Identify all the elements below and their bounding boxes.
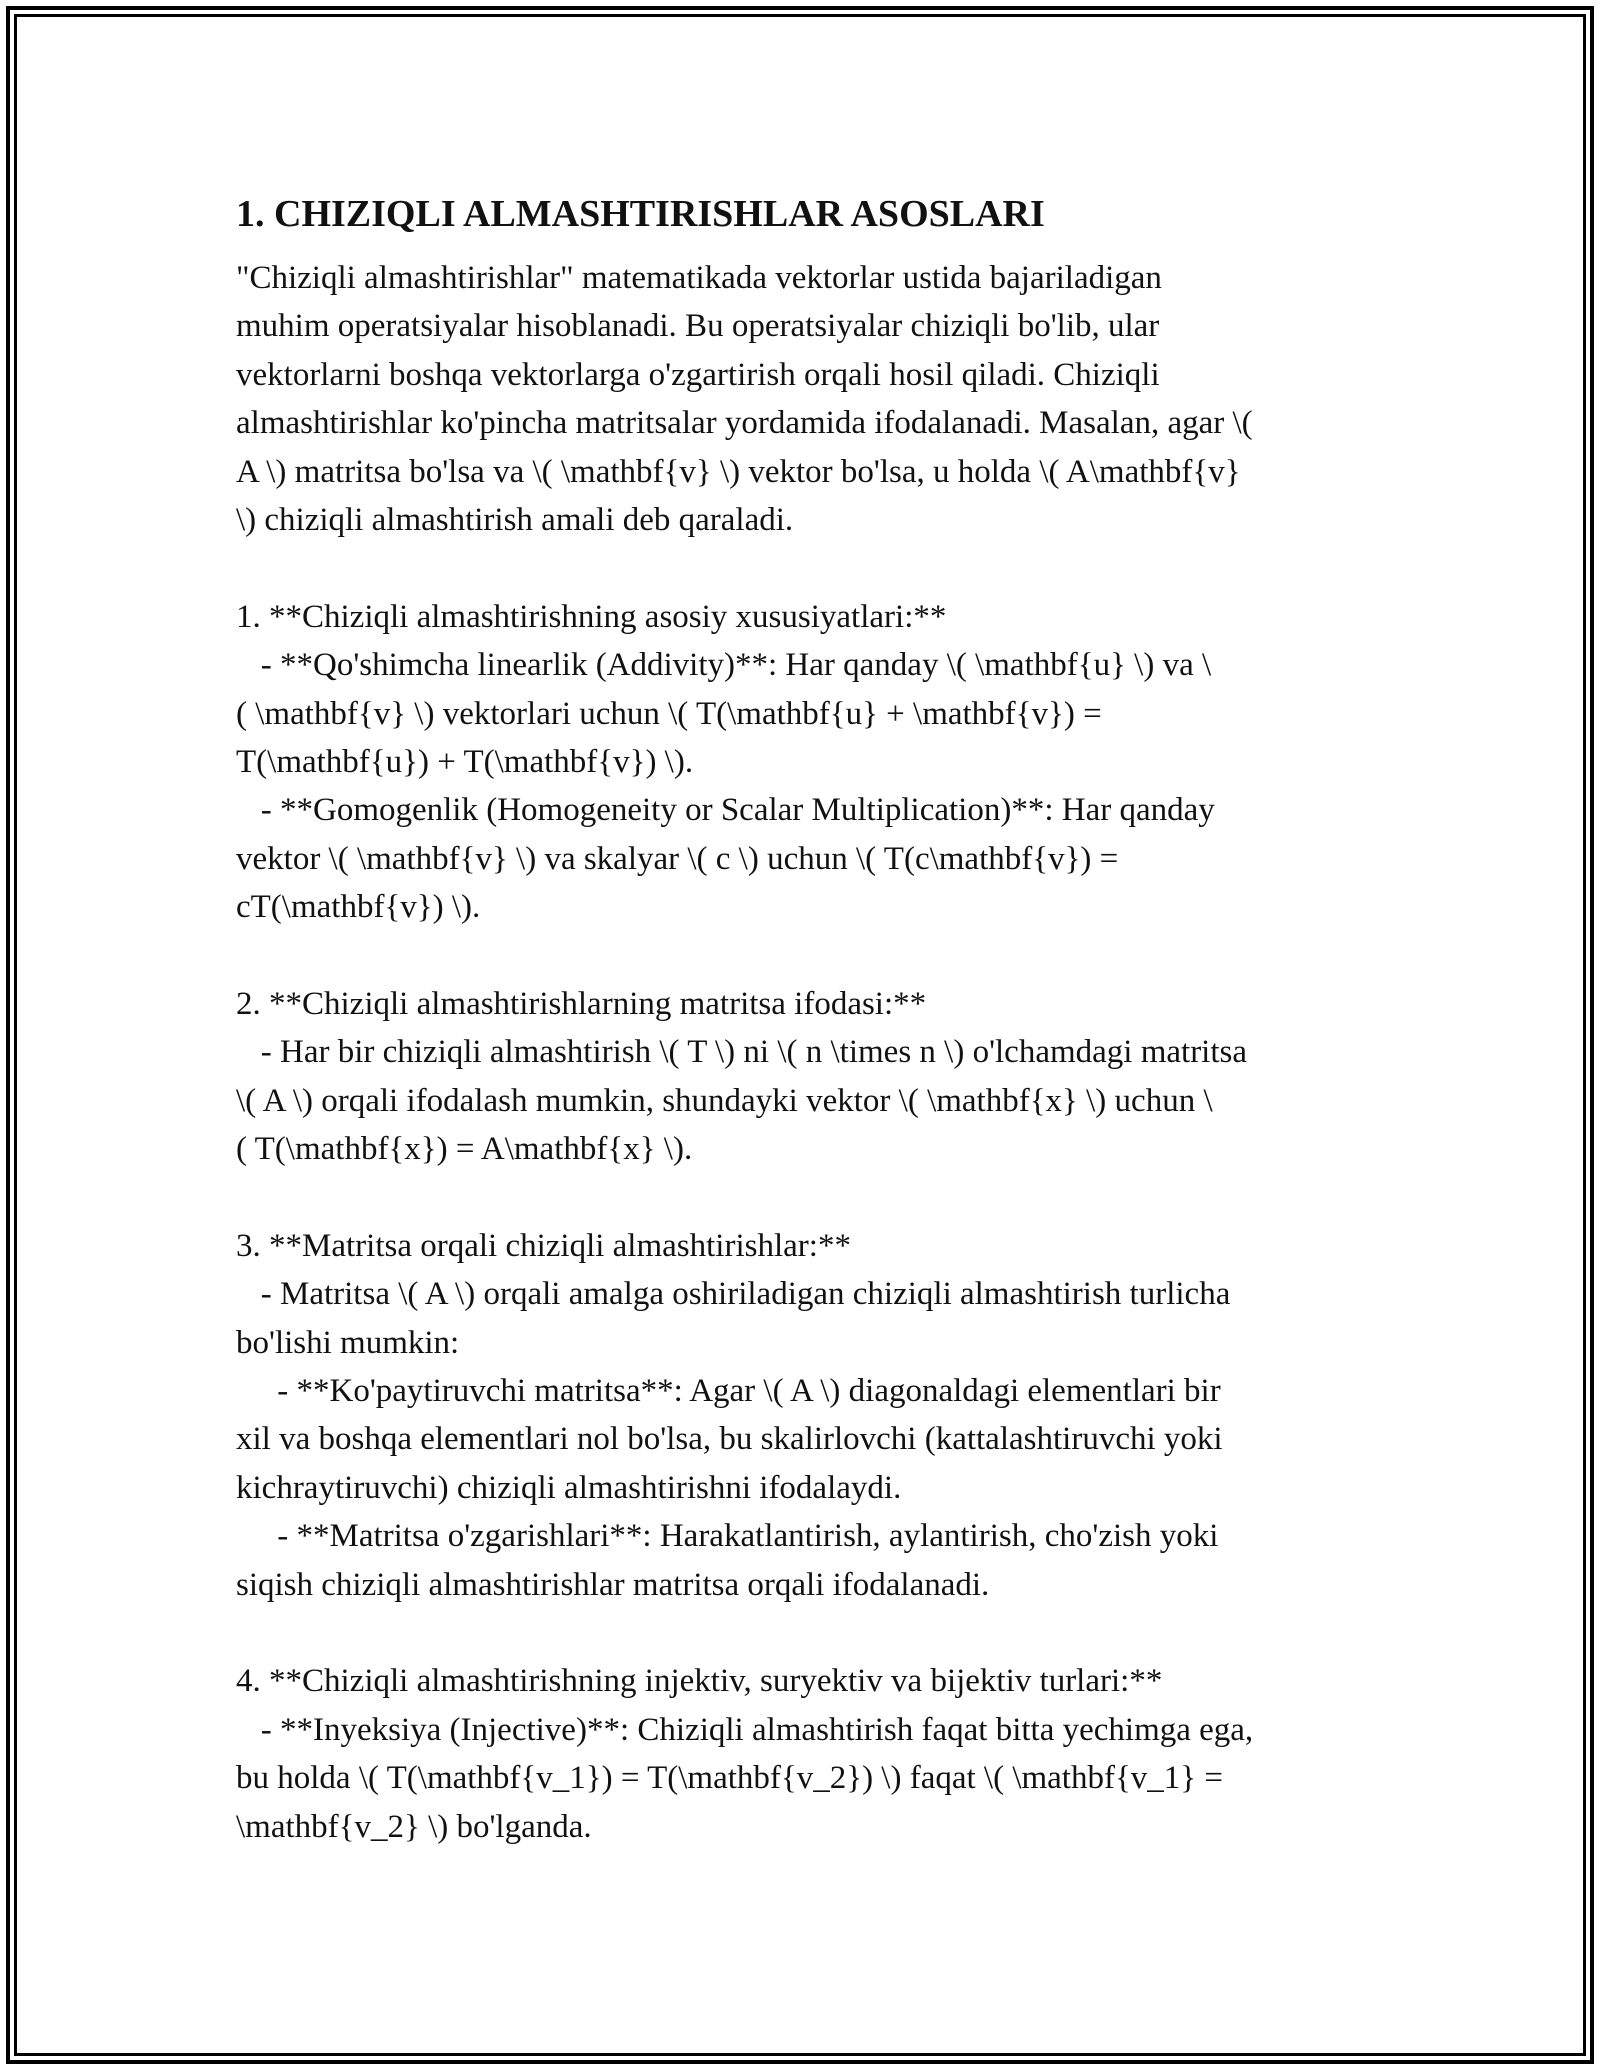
- text-line: T(\mathbf{u}) + T(\mathbf{v}) \).: [236, 743, 694, 780]
- text-line: - **Matritsa o'zgarishlari**: Harakatlantirish, aylantirish, cho'zish yoki: [236, 1518, 1219, 1555]
- text-line: - **Inyeksiya (Injective)**: Chiziqli almashtirish faqat bitta yechimga ega,: [236, 1711, 1254, 1748]
- text-line: - Matritsa \( A \) orqali amalga oshiriladigan chiziqli almashtirish turlicha: [236, 1276, 1231, 1313]
- text-line: "Chiziqli almashtirishlar" matematikada vektorlar ustida bajariladigan: [236, 260, 1162, 296]
- text-line: cT(\mathbf{v}) \).: [236, 889, 481, 926]
- text-line: 1. **Chiziqli almashtirishning asosiy xususiyatlari:**: [236, 598, 947, 635]
- text-line: - Har bir chiziqli almashtirish \( T \) ni \( n \times n \) o'lchamdagi matritsa: [236, 1034, 1248, 1071]
- page-title: 1. CHIZIQLI ALMASHTIRISHLAR ASOSLARI: [236, 193, 1045, 235]
- blank-line: [236, 1173, 1386, 1221]
- text-line: muhim operatsiyalar hisoblanadi. Bu operatsiyalar chiziqli bo'lib, ular: [236, 308, 1160, 345]
- text-line: \( A \) orqali ifodalash mumkin, shundayki vektor \( \mathbf{x} \) uchun \: [236, 1082, 1213, 1119]
- page-content: [236, 186, 1386, 1851]
- text-line: - **Gomogenlik (Homogeneity or Scalar Multiplication)**: Har qanday: [236, 792, 1215, 829]
- text-line: kichraytiruvchi) chiziqli almashtirishni ifodalaydi.: [236, 1469, 902, 1506]
- blank-line: [236, 1609, 1386, 1657]
- text-line: vektor \( \mathbf{v} \) va skalyar \( c \) uchun \( T(c\mathbf{v}) =: [236, 840, 1119, 877]
- body-text: [236, 254, 1386, 1851]
- text-line: 2. **Chiziqli almashtirishlarning matritsa ifodasi:**: [236, 985, 927, 1022]
- text-line: - **Ko'paytiruvchi matritsa**: Agar \( A \) diagonaldagi elementlari bir: [236, 1372, 1221, 1409]
- text-line: \) chiziqli almashtirish amali deb qaraladi.: [236, 501, 794, 538]
- text-line: siqish chiziqli almashtirishlar matritsa orqali ifodalanadi.: [236, 1566, 990, 1603]
- text-line: \mathbf{v_2} \) bo'lganda.: [236, 1808, 592, 1845]
- text-line: A \) matritsa bo'lsa va \( \mathbf{v} \) vektor bo'lsa, u holda \( A\mathbf{v}: [236, 453, 1241, 490]
- text-line: 3. **Matritsa orqali chiziqli almashtirishlar:**: [236, 1227, 851, 1264]
- text-line: vektorlarni boshqa vektorlarga o'zgartirish orqali hosil qiladi. Chiziqli: [236, 356, 1160, 393]
- text-line: 4. **Chiziqli almashtirishning injektiv, suryektiv va bijektiv turlari:**: [236, 1663, 1163, 1700]
- blank-line: [236, 544, 1386, 592]
- text-line: ( T(\mathbf{x}) = A\mathbf{x} \).: [236, 1131, 693, 1168]
- text-line: bo'lishi mumkin:: [236, 1324, 460, 1361]
- blank-line: [236, 931, 1386, 979]
- text-line: bu holda \( T(\mathbf{v_1}) = T(\mathbf{v_2}) \) faqat \( \mathbf{v_1} =: [236, 1760, 1224, 1797]
- text-line: almashtirishlar ko'pincha matritsalar yordamida ifodalanadi. Masalan, agar \(: [236, 405, 1253, 442]
- text-line: xil va boshqa elementlari nol bo'lsa, bu skalirlovchi (kattalashtiruvchi yoki: [236, 1421, 1223, 1458]
- text-line: ( \mathbf{v} \) vektorlari uchun \( T(\mathbf{u} + \mathbf{v}) =: [236, 695, 1102, 732]
- text-line: - **Qo'shimcha linearlik (Addivity)**: Har qanday \( \mathbf{u} \) va \: [236, 647, 1212, 684]
